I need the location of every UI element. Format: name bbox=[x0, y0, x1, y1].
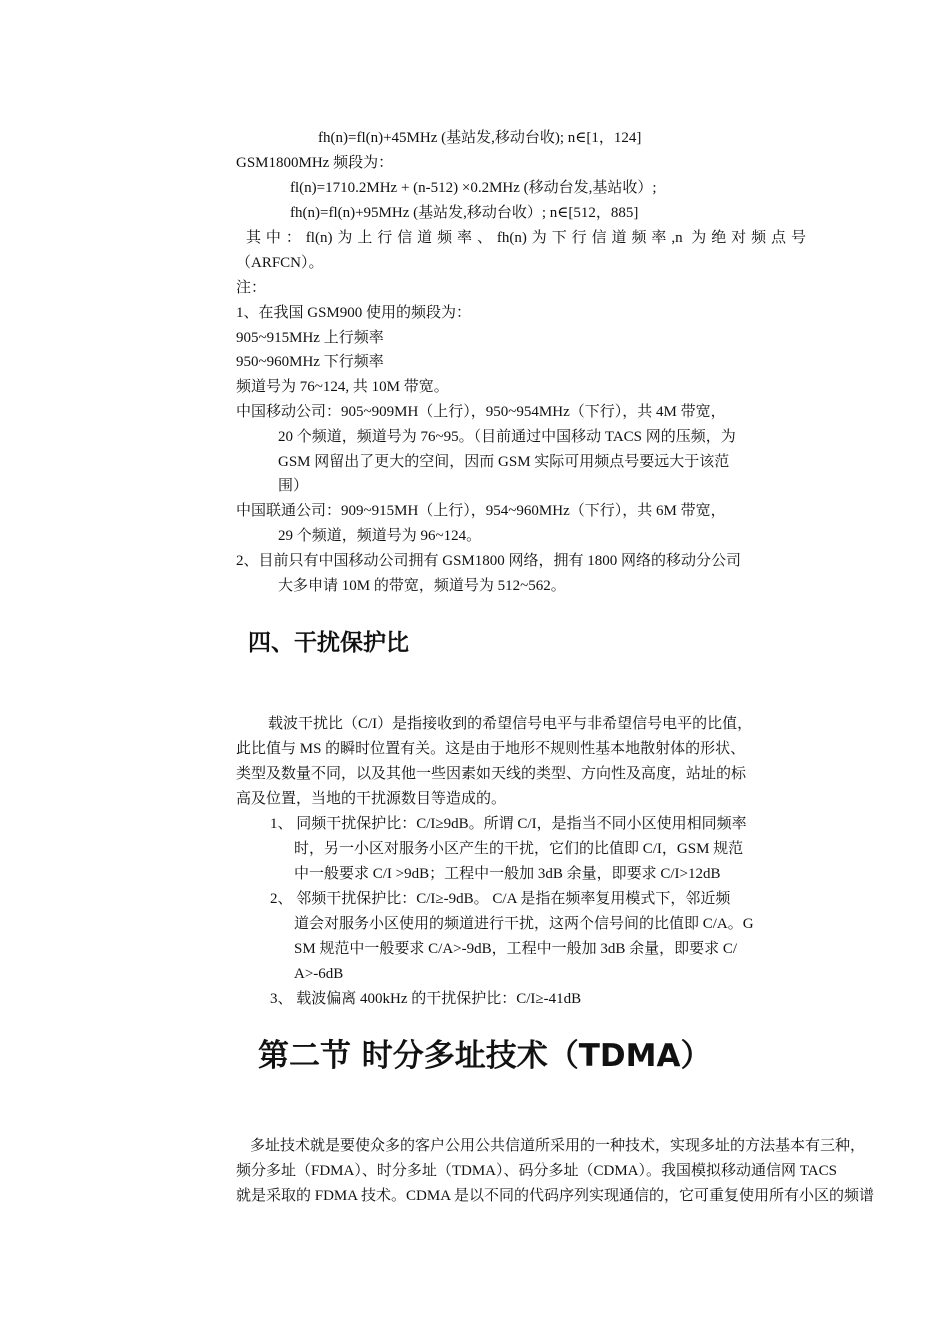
paragraph-ci-line-3: 类型及数量不同，以及其他一些因素如天线的类型、方向性及高度，站址的标 bbox=[236, 766, 747, 782]
paragraph-multiple-access-line-1: 多址技术就是要使众多的客户公用公共信道所采用的一种技术，实现多址的方法基本有三种， bbox=[250, 1138, 866, 1154]
list-item-1-line-3: 中一般要求 C/I >9dB；工程中一般加 3dB 余量，即要求 C/I>12dB bbox=[294, 866, 721, 882]
china-mobile-line-3: GSM 网留出了更大的空间，因而 GSM 实际可用频点号要远大于该范 bbox=[278, 454, 730, 470]
paragraph-multiple-access-line-3: 就是采取的 FDMA 技术。CDMA 是以不同的代码序列实现通信的，它可重复使用所有小区的频谱 bbox=[236, 1188, 874, 1204]
definition-line-cont: （ARFCN）。 bbox=[236, 255, 324, 271]
china-mobile-line-4: 围） bbox=[278, 478, 309, 494]
list-item-1-line-1: 1、 同频干扰保护比：C/I≥9dB。所谓 C/I，是指当不同小区使用相同频率 bbox=[270, 816, 747, 832]
formula-fh-gsm900: fh(n)=fl(n)+45MHz (基站发,移动台收); n∈[1，124] bbox=[318, 130, 642, 146]
channel-numbers: 频道号为 76~124, 共 10M 带宽。 bbox=[236, 379, 449, 395]
note-1: 1、在我国 GSM900 使用的频段为： bbox=[236, 305, 472, 321]
list-item-2-line-4: A>-6dB bbox=[294, 966, 344, 982]
paragraph-ci-line-2: 此比值与 MS 的瞬时位置有关。这是由于地形不规则性基本地散射体的形状、 bbox=[236, 741, 746, 757]
paragraph-ci-line-4: 高及位置，当地的干扰源数目等造成的。 bbox=[236, 791, 507, 807]
formula-fl-gsm1800: fl(n)=1710.2MHz + (n-512) ×0.2MHz (移动台发,基站收）; bbox=[290, 180, 657, 196]
paragraph-ci-line-1: 载波干扰比（C/I）是指接收到的希望信号电平与非希望信号电平的比值， bbox=[268, 716, 753, 732]
uplink-range: 905~915MHz 上行频率 bbox=[236, 330, 384, 346]
china-unicom-line-1: 中国联通公司：909~915MH（上行），954~960MHz（下行），共 6M 带宽， bbox=[236, 503, 726, 519]
list-item-2-line-3: SM 规范中一般要求 C/A>-9dB，工程中一般加 3dB 余量，即要求 C/ bbox=[294, 941, 738, 957]
china-unicom-line-2: 29 个频道，频道号为 96~124。 bbox=[278, 528, 482, 544]
list-item-2-line-2: 道会对服务小区使用的频道进行干扰，这两个信号间的比值即 C/A。G bbox=[294, 916, 754, 932]
list-item-1-line-2: 时，另一小区对服务小区产生的干扰，它们的比值即 C/I，GSM 规范 bbox=[294, 841, 744, 857]
list-item-3: 3、 载波偏离 400kHz 的干扰保护比：C/I≥-41dB bbox=[270, 991, 582, 1007]
note-2-line-2: 大多申请 10M 的带宽，频道号为 512~562。 bbox=[278, 578, 566, 594]
definition-line: 其中：fl(n)为上行信道频率、fh(n)为下行信道频率,n 为绝对频点号 bbox=[246, 230, 806, 246]
china-mobile-line-1: 中国移动公司：905~909MH（上行），950~954MHz（下行），共 4M 带宽， bbox=[236, 404, 726, 420]
formula-fh-gsm1800: fh(n)=fl(n)+95MHz (基站发,移动台收）; n∈[512，885] bbox=[290, 205, 639, 221]
note-2-line-1: 2、目前只有中国移动公司拥有 GSM1800 网络，拥有 1800 网络的移动分公司 bbox=[236, 553, 742, 569]
notes-title: 注： bbox=[236, 280, 267, 296]
downlink-range: 950~960MHz 下行频率 bbox=[236, 354, 384, 370]
list-item-2-line-1: 2、 邻频干扰保护比：C/I≥-9dB。 C/A 是指在频率复用模式下，邻近频 bbox=[270, 891, 731, 907]
gsm1800-band-label: GSM1800MHz 频段为： bbox=[236, 155, 394, 171]
section-heading-interference: 四、干扰保护比 bbox=[248, 630, 409, 656]
china-mobile-line-2: 20 个频道，频道号为 76~95。（目前通过中国移动 TACS 网的压频，为 bbox=[278, 429, 736, 445]
chapter-heading-tdma: 第二节 时分多址技术（TDMA） bbox=[258, 1038, 712, 1074]
paragraph-multiple-access-line-2: 频分多址（FDMA）、时分多址（TDMA）、码分多址（CDMA）。我国模拟移动通信网 TACS bbox=[236, 1163, 837, 1179]
